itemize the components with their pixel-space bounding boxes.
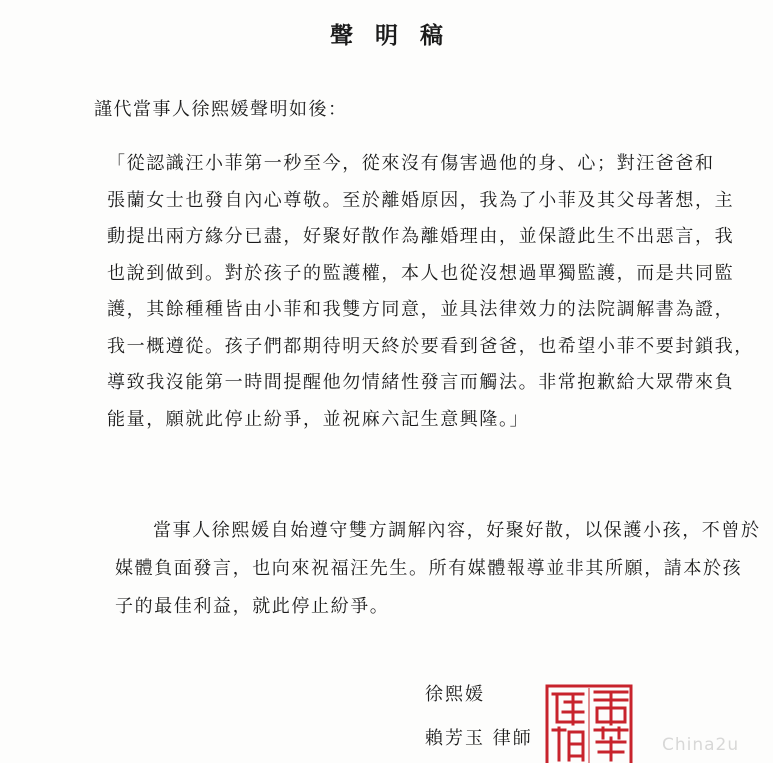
paragraph-line: 子的最佳利益，就此停止紛爭。 [115, 596, 390, 617]
quote-line: 護，其餘種種皆由小菲和我雙方同意，並具法律效力的法院調解書為證， [107, 299, 735, 320]
quote-line: 張蘭女士也發自內心尊敬。至於離婚原因，我為了小菲及其父母著想，主 [107, 189, 735, 211]
quote-line: 也說到做到。對於孩子的監護權，本人也從沒想過單獨監護，而是共同監 [107, 262, 735, 284]
paragraph-line: 媒體負面發言，也向來祝福汪先生。所有媒體報導並非其所願，請本於孩 [115, 558, 743, 579]
quote-line: 導致我沒能第一時間提醒他勿情緒性發言而觸法。非常抱歉給大眾帶來負 [107, 372, 735, 393]
paragraph-line: 當事人徐熙媛自始遵守雙方調解內容，好聚好散，以保護小孩，不曾於 [153, 520, 761, 541]
quote-line: 能量，願就此停止紛爭，並祝麻六記生意興隆。」 [107, 408, 530, 430]
closing-paragraph [115, 512, 761, 626]
watermark-text: China2u [662, 735, 740, 755]
quote-line: 「從認識汪小菲第一秒至今，從來沒有傷害過他的身、心；對汪爸爸和 [107, 153, 715, 174]
quote-line: 動提出兩方緣分已盡，好聚好散作為離婚理由，並保證此生不出惡言，我 [107, 226, 735, 247]
quoted-statement [107, 146, 754, 438]
document-title: 聲明稿 [330, 22, 465, 49]
lawyer-seal-stamp [545, 684, 633, 763]
signature-lawyer: 賴芳玉 律師 [425, 728, 533, 749]
salutation-line: 謹代當事人徐熙媛聲明如後： [94, 99, 348, 120]
quote-line: 我一概遵從。孩子們都期待明天終於要看到爸爸，也希望小菲不要封鎖我， [107, 335, 754, 357]
signature-name: 徐熙媛 [425, 684, 485, 705]
